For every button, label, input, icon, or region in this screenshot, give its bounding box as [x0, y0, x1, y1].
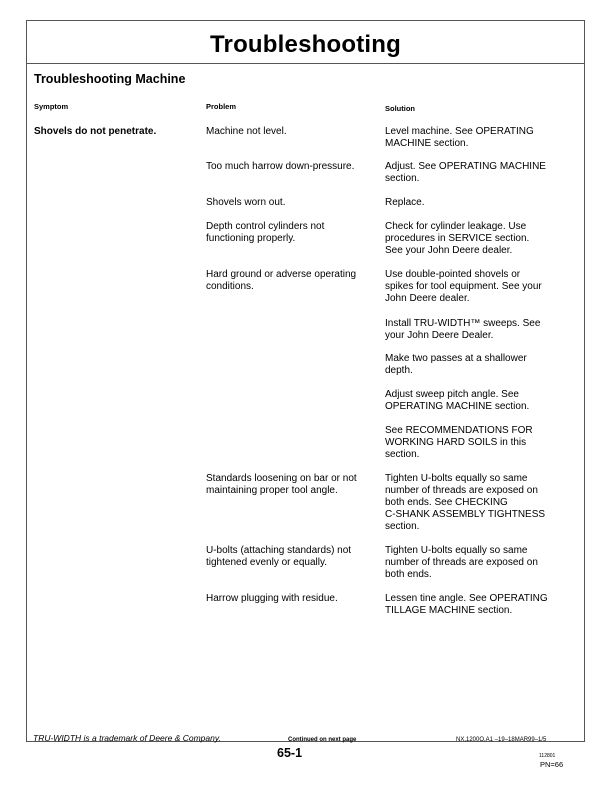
solution-cell: Use double-pointed shovels or spikes for tool equipment. See your John Deere dealer. [385, 269, 542, 304]
problem-cell: Depth control cylinders not functioning properly. [206, 221, 325, 244]
solution-cell: Level machine. See OPERATING MACHINE section. [385, 126, 534, 149]
problem-cell: Harrow plugging with residue. [206, 593, 338, 604]
document-code: NX,1200O,A1 –19–18MAR99–1/5 [456, 737, 547, 743]
print-code: 112801 [539, 753, 556, 759]
problem-cell: U-bolts (attaching standards) not tightened evenly or equally. [206, 545, 352, 568]
solution-cell: Tighten U-bolts equally so same number of threads are exposed on both ends. See CHECKING C-SHANK ASSEMBLY TIGHTNESS section. [385, 473, 546, 532]
problem-cell: Hard ground or adverse operating conditions. [206, 269, 357, 292]
solution-cell: Make two passes at a shallower depth. [385, 353, 527, 376]
page-frame [26, 20, 585, 742]
solution-cell: Adjust sweep pitch angle. See OPERATING MACHINE section. [385, 389, 530, 412]
problem-cell: Shovels worn out. [206, 197, 286, 208]
solution-cell: Replace. [385, 197, 425, 208]
page-number: 65-1 [277, 746, 303, 760]
column-header-solution: Solution [385, 104, 415, 113]
column-header-problem: Problem [206, 102, 237, 111]
page-title: Troubleshooting [210, 31, 401, 58]
problem-cell: Machine not level. [206, 126, 287, 137]
title-divider [27, 63, 584, 64]
column-header-symptom: Symptom [34, 102, 69, 111]
solution-cell: Lessen tine angle. See OPERATING TILLAGE MACHINE section. [385, 593, 548, 616]
problem-cell: Standards loosening on bar or not maintaining proper tool angle. [206, 473, 357, 496]
solution-cell: Tighten U-bolts equally so same number of threads are exposed on both ends. [385, 545, 538, 580]
solution-cell: Install TRU-WIDTH™ sweeps. See your John Deere Dealer. [385, 318, 541, 341]
solution-cell: See RECOMMENDATIONS FOR WORKING HARD SOILS in this section. [385, 425, 533, 460]
solution-cell: Check for cylinder leakage. Use procedures in SERVICE section. See your John Deere dealer. [385, 221, 530, 256]
problem-cell: Too much harrow down-pressure. [206, 161, 355, 172]
solution-cell: Adjust. See OPERATING MACHINE section. [385, 161, 546, 184]
pn-number: PN=66 [540, 760, 564, 769]
continued-note: Continued on next page [288, 737, 357, 743]
symptom-text: Shovels do not penetrate. [34, 126, 157, 137]
trademark-note: TRU-WIDTH is a trademark of Deere & Company. [33, 733, 221, 743]
section-title: Troubleshooting Machine [34, 72, 186, 86]
